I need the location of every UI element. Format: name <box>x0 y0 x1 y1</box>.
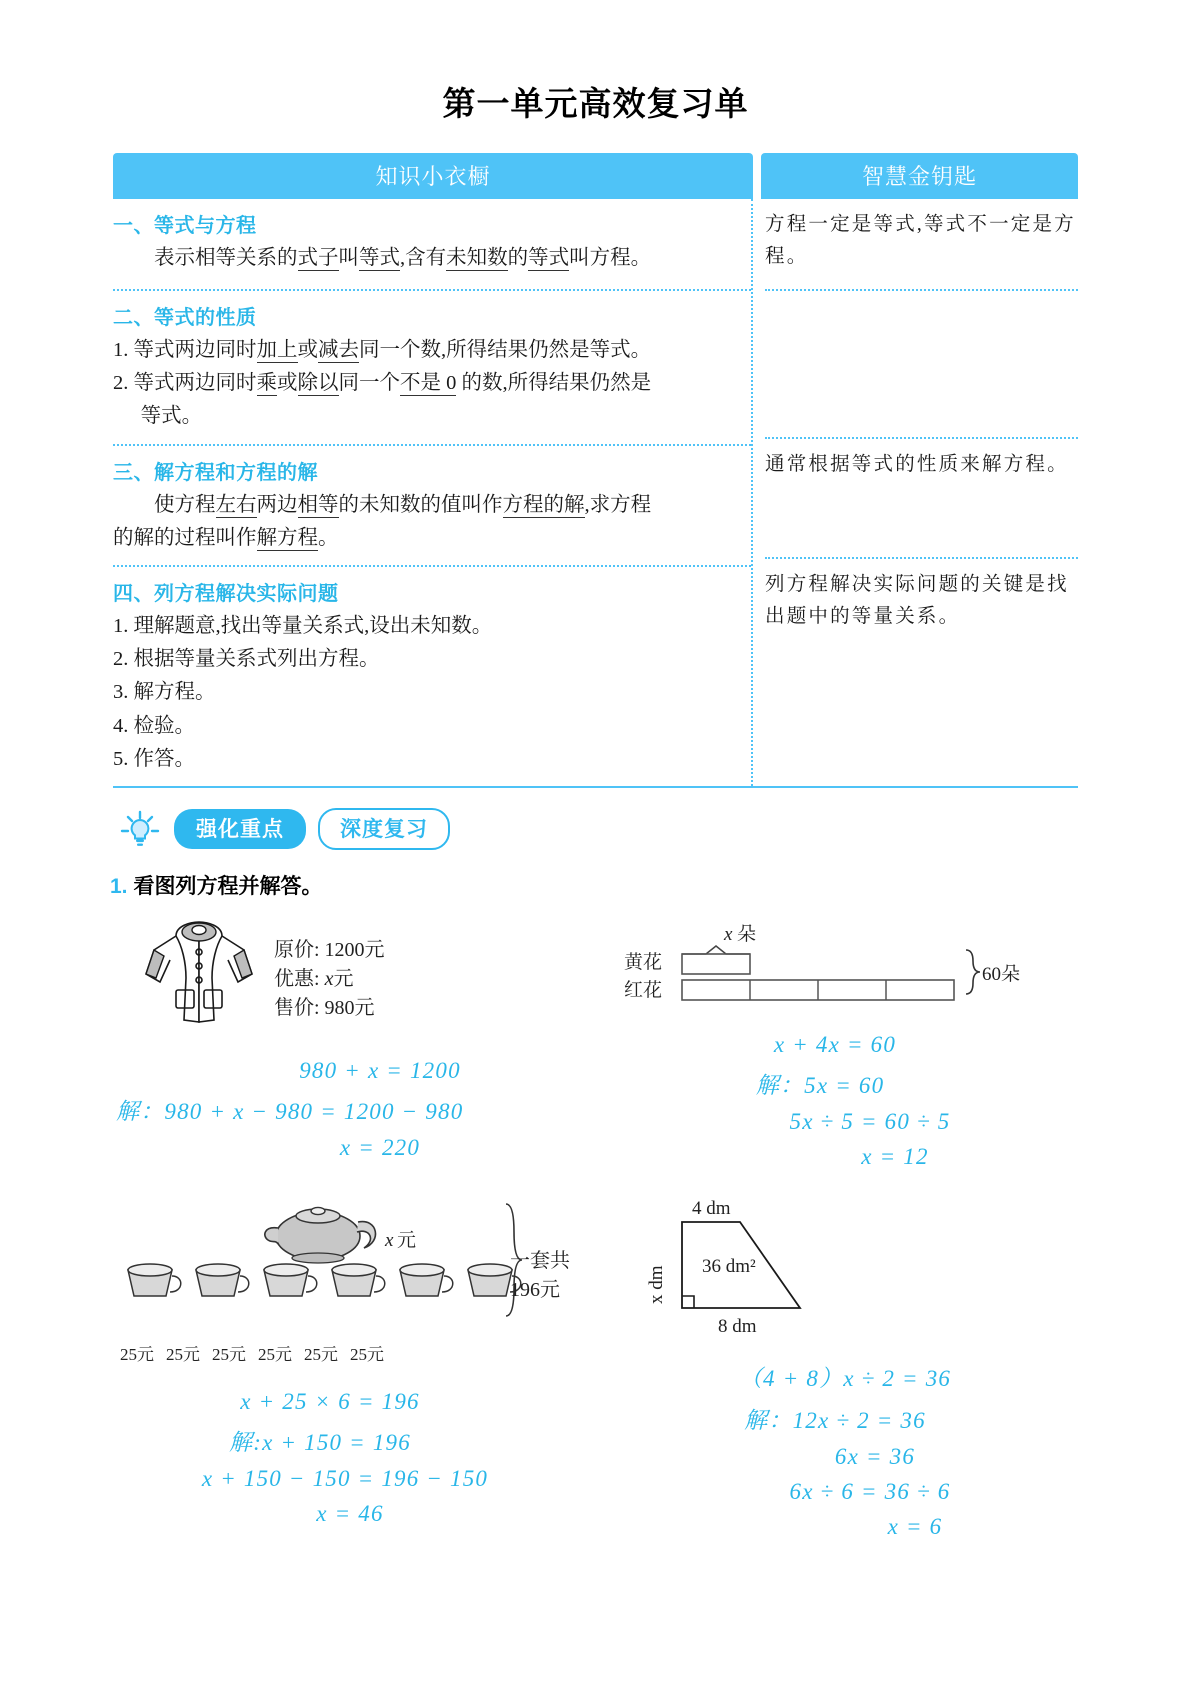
knowledge-table <box>113 153 1078 788</box>
trapezoid-step-3: 6x = 36 <box>834 1444 916 1470</box>
section-4-line-1: 1. 理解题意,找出等量关系式,设出未知数。 <box>113 615 493 638</box>
trapezoid-step-1: （4 + 8）x ÷ 2 = 36 <box>738 1366 952 1392</box>
badge-primary: 强化重点 <box>174 809 306 849</box>
svg-text:8 dm: 8 dm <box>718 1316 757 1338</box>
tip-3-text: 通常根据等式的性质来解方程。 <box>765 454 1069 475</box>
section-2-line-2: 2. 等式两边同时乘或除以同一个不是 0 的数,所得结果仍然是 <box>113 372 652 395</box>
teapot-icon <box>110 1196 610 1365</box>
trapezoid-step-5: x = 6 <box>887 1514 943 1540</box>
badge-secondary: 深度复习 <box>318 808 450 850</box>
coat-step-3: x = 220 <box>339 1135 421 1161</box>
section-2-line-1: 1. 等式两边同时加上或减去同一个数,所得结果仍然是等式。 <box>113 339 652 361</box>
teaset-step-2: 解:x + 150 = 196 <box>229 1430 411 1456</box>
tip-4 <box>765 559 1078 755</box>
tip-1 <box>765 199 1078 291</box>
section-3-heading: 三、解方程和方程的解 <box>113 461 318 484</box>
cup-price-6: 25元 <box>350 1345 384 1365</box>
svg-text:36 dm²: 36 dm² <box>702 1256 756 1278</box>
trapezoid-icon <box>610 1196 1090 1346</box>
section-4 <box>113 567 751 786</box>
teaset-step-1: x + 25 × 6 = 196 <box>240 1389 420 1415</box>
table-header-row <box>113 153 1078 199</box>
coat-step-1: 980 + x = 1200 <box>299 1058 461 1084</box>
coat-label-price: 售价: 980元 <box>274 996 375 1019</box>
section-2-heading: 二、等式的性质 <box>113 307 257 329</box>
trapezoid-step-4: 6x ÷ 6 = 36 ÷ 6 <box>789 1479 951 1505</box>
section-4-heading: 四、列方程解决实际问题 <box>113 583 339 606</box>
table-header-knowledge: 知识小衣橱 <box>113 153 753 199</box>
section-1-heading: 一、等式与方程 <box>113 215 257 237</box>
bar-diagram-icon <box>610 920 1090 1020</box>
section-3 <box>113 446 751 567</box>
svg-text:x: x <box>385 1230 394 1252</box>
tip-3 <box>765 439 1078 559</box>
svg-text:x dm: x dm <box>646 1265 667 1305</box>
svg-text:黄花: 黄花 <box>624 952 663 974</box>
problem-coat <box>110 910 610 1170</box>
section-2-line-3: 等式。 <box>140 405 203 428</box>
question-1-prompt: 看图列方程并解答。 <box>133 875 323 899</box>
knowledge-column <box>113 199 753 786</box>
section-3-line-2: 的解的过程叫作解方程。 <box>113 526 339 549</box>
section-1 <box>113 199 751 291</box>
svg-text:4 dm: 4 dm <box>692 1198 731 1220</box>
cup-price-5: 25元 <box>304 1345 338 1365</box>
lightbulb-icon <box>118 809 162 849</box>
svg-text:x: x <box>724 924 733 946</box>
section-4-line-3: 3. 解方程。 <box>113 681 216 704</box>
flowers-step-1: x + 4x = 60 <box>773 1032 897 1058</box>
page-title: 第一单元高效复习单 <box>442 85 749 122</box>
teaset-total-line-1: 一套共 <box>510 1250 570 1273</box>
flowers-step-4: x = 12 <box>861 1144 929 1170</box>
svg-text:朵: 朵 <box>737 924 757 946</box>
cup-price-4: 25元 <box>258 1345 292 1365</box>
coat-label-original: 原价: 1200元 <box>274 938 385 961</box>
svg-text:红花: 红花 <box>624 980 663 1002</box>
coat-step-2: 解：980 + x − 980 = 1200 − 980 <box>116 1099 464 1125</box>
problem-grid <box>110 910 1101 1540</box>
section-3-line-1: 使方程左右两边相等的未知数的值叫作方程的解,求方程 <box>154 493 652 516</box>
question-1-number: 1. <box>110 875 128 899</box>
table-body <box>113 199 1078 786</box>
cup-price-2: 25元 <box>166 1345 200 1365</box>
flowers-step-3: 5x ÷ 5 = 60 ÷ 5 <box>789 1109 951 1135</box>
tip-1-text: 方程一定是等式,等式不一定是方程。 <box>765 214 1076 268</box>
problem-flowers <box>610 910 1090 1170</box>
question-1-header <box>110 870 1078 900</box>
teaset-step-3: x + 150 − 150 = 196 − 150 <box>201 1466 489 1492</box>
cup-price-3: 25元 <box>212 1345 246 1365</box>
tip-2 <box>765 291 1078 439</box>
svg-text:元: 元 <box>397 1230 417 1252</box>
svg-text:60朵: 60朵 <box>982 964 1021 986</box>
teaset-total-line-2: 196元 <box>510 1279 560 1302</box>
section-4-line-2: 2. 根据等量关系式列出方程。 <box>113 648 380 671</box>
section-4-line-4: 4. 检验。 <box>113 714 195 737</box>
cup-price-1: 25元 <box>120 1345 154 1365</box>
coat-icon <box>140 916 258 1036</box>
badge-row <box>118 808 1078 850</box>
wisdom-column <box>753 199 1078 786</box>
problem-trapezoid <box>610 1196 1090 1540</box>
coat-label-discount: 优惠: x元 <box>274 967 354 990</box>
problem-teaset <box>110 1196 610 1540</box>
teaset-step-4: x = 46 <box>316 1501 384 1527</box>
section-1-line-1: 表示相等关系的式子叫等式,含有未知数的等式叫方程。 <box>154 247 652 269</box>
tip-4-text: 列方程解决实际问题的关键是找出题中的等量关系。 <box>765 574 1069 628</box>
section-2 <box>113 291 751 446</box>
trapezoid-step-2: 解：12x ÷ 2 = 36 <box>744 1408 926 1434</box>
table-header-wisdom: 智慧金钥匙 <box>761 153 1078 199</box>
table-bottom-rule <box>113 786 1078 788</box>
flowers-step-2: 解：5x = 60 <box>755 1073 885 1099</box>
section-4-line-5: 5. 作答。 <box>113 747 195 770</box>
